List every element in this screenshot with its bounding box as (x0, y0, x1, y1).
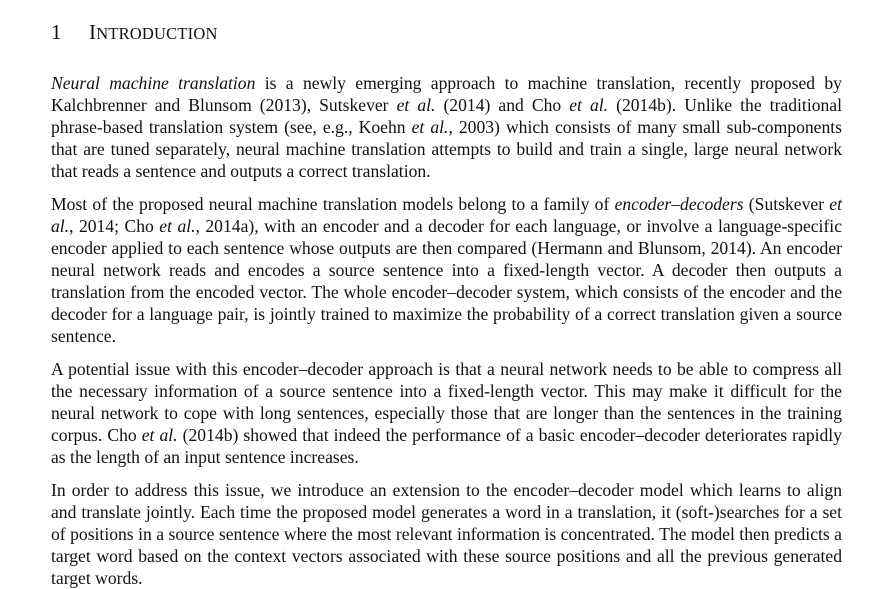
text-segment: is a newly emerging approach to machine translation, recently proposed by Kalchbrenner and Blunsom (2013), Sutskever (51, 73, 842, 115)
text-segment: et al. (569, 95, 609, 115)
text-segment: In order to address this issue, we introduce an extension to the encoder–decoder model which learns to align and translate jointly. Each time the proposed model generates a word in a translation, it (soft-)searches for a set of positions in a source sentence where the most relevant information is concentrated. The model then predicts a target word based on the context vectors associated with these source positions and all the previous generated target words. (51, 480, 842, 588)
text-segment: (Sutskever (743, 194, 830, 214)
text-segment: et al. (396, 95, 436, 115)
text-segment: , 2014; Cho (69, 216, 160, 236)
text-segment: et al. (159, 216, 196, 236)
text-segment: encoder–decoders (614, 194, 744, 214)
paragraph-3 (51, 358, 842, 468)
text-segment: , 2014a), with an encoder and a decoder for each language, or involve a language-specific encoder applied to each sentence whose outputs are then compared (Hermann and Blunsom, 2014). An encoder neural network reads and encodes a source sentence into a fixed-length vector. A decoder then outputs a translation from the encoded vector. The whole encoder–decoder system, which consists of the encoder and the decoder for a language pair, is jointly trained to maximize the probability of a correct translation given a source sentence. (51, 216, 843, 346)
text-segment: Most of the proposed neural machine translation models belong to a family of (51, 194, 615, 214)
text-segment: , 2003) which consists of many small sub-components that are tuned separately, neural machine translation attempts to build and train a single, large neural network that reads a sentence and outputs a correct translation. (51, 117, 843, 181)
paragraph-2 (51, 193, 842, 347)
paragraph-4 (51, 479, 842, 589)
text-segment: (2014) and Cho (435, 95, 570, 115)
text-segment: et al. (141, 425, 178, 445)
text-segment: Neural machine translation (51, 73, 256, 93)
paper-page (51, 0, 842, 589)
section-number: 1 (51, 20, 62, 44)
section-heading (51, 20, 842, 46)
text-segment: et al. (51, 194, 842, 236)
text-segment: A potential issue with this encoder–decoder approach is that a neural network needs to be able to compress all the necessary information of a source sentence into a fixed-length vector. This may make it difficult for the neural network to cope with long sentences, especially those that are longer than the sentences in the training corpus. Cho (51, 359, 842, 445)
text-segment: (2014b) showed that indeed the performance of a basic encoder–decoder deteriorates rapidly as the length of an input sentence increases. (51, 425, 842, 467)
text-segment: (2014b). Unlike the traditional phrase-based translation system (see, e.g., Koehn (51, 95, 842, 137)
text-segment: et al. (411, 117, 449, 137)
section-title-rest: NTRODUCTION (96, 24, 218, 43)
paragraph-1 (51, 72, 842, 182)
section-title-initial: I (89, 20, 97, 44)
